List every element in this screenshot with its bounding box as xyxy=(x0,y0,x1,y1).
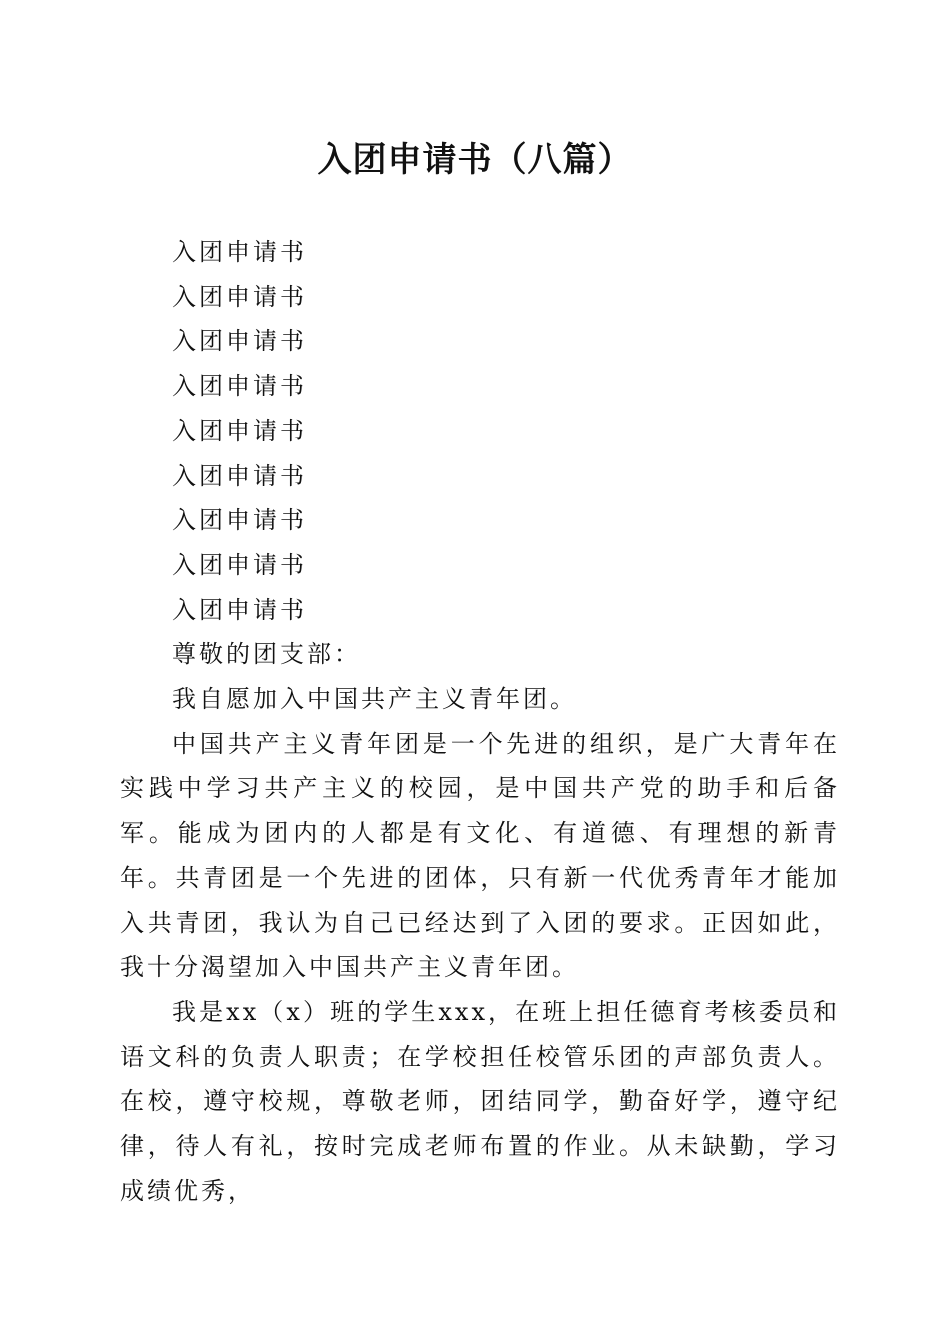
toc-item: 入团申请书 xyxy=(172,372,307,401)
paragraph: 中国共产主义青年团是一个先进的组织，是广大青年在实践中学习共产主义的校园，是中国共产党的助手和后备军。能成为团内的人都是有文化、有道德、有理想的新青年。共青团是一个先进的团体，只有新一代优秀青年才能加入共青团，我认为自己已经达到了入团的要求。正因如此，我十分渴望加入中国共产主义青年团。 xyxy=(120,729,840,982)
toc-item: 入团申请书 xyxy=(172,282,307,311)
salutation: 尊敬的团支部： xyxy=(172,640,361,669)
document-title: 入团申请书（八篇） xyxy=(317,140,633,180)
toc-item: 入团申请书 xyxy=(172,595,307,624)
document-body xyxy=(120,230,840,1213)
toc-item: 入团申请书 xyxy=(172,238,307,266)
toc-item: 入团申请书 xyxy=(172,550,307,579)
toc-item: 入团申请书 xyxy=(172,461,307,490)
toc-item: 入团申请书 xyxy=(172,416,307,445)
toc-item: 入团申请书 xyxy=(172,327,307,356)
toc-item: 入团申请书 xyxy=(172,506,307,535)
paragraph: 我是xx（x）班的学生xxx，在班上担任德育考核委员和语文科的负责人职责；在学校担任校管乐团的声部负责人。在校，遵守校规，尊敬老师，团结同学，勤奋好学，遵守纪律，待人有礼，按时完成老师布置的作业。从未缺勤，学习成绩优秀， xyxy=(120,997,840,1205)
paragraph: 我自愿加入中国共产主义青年团。 xyxy=(172,685,577,714)
